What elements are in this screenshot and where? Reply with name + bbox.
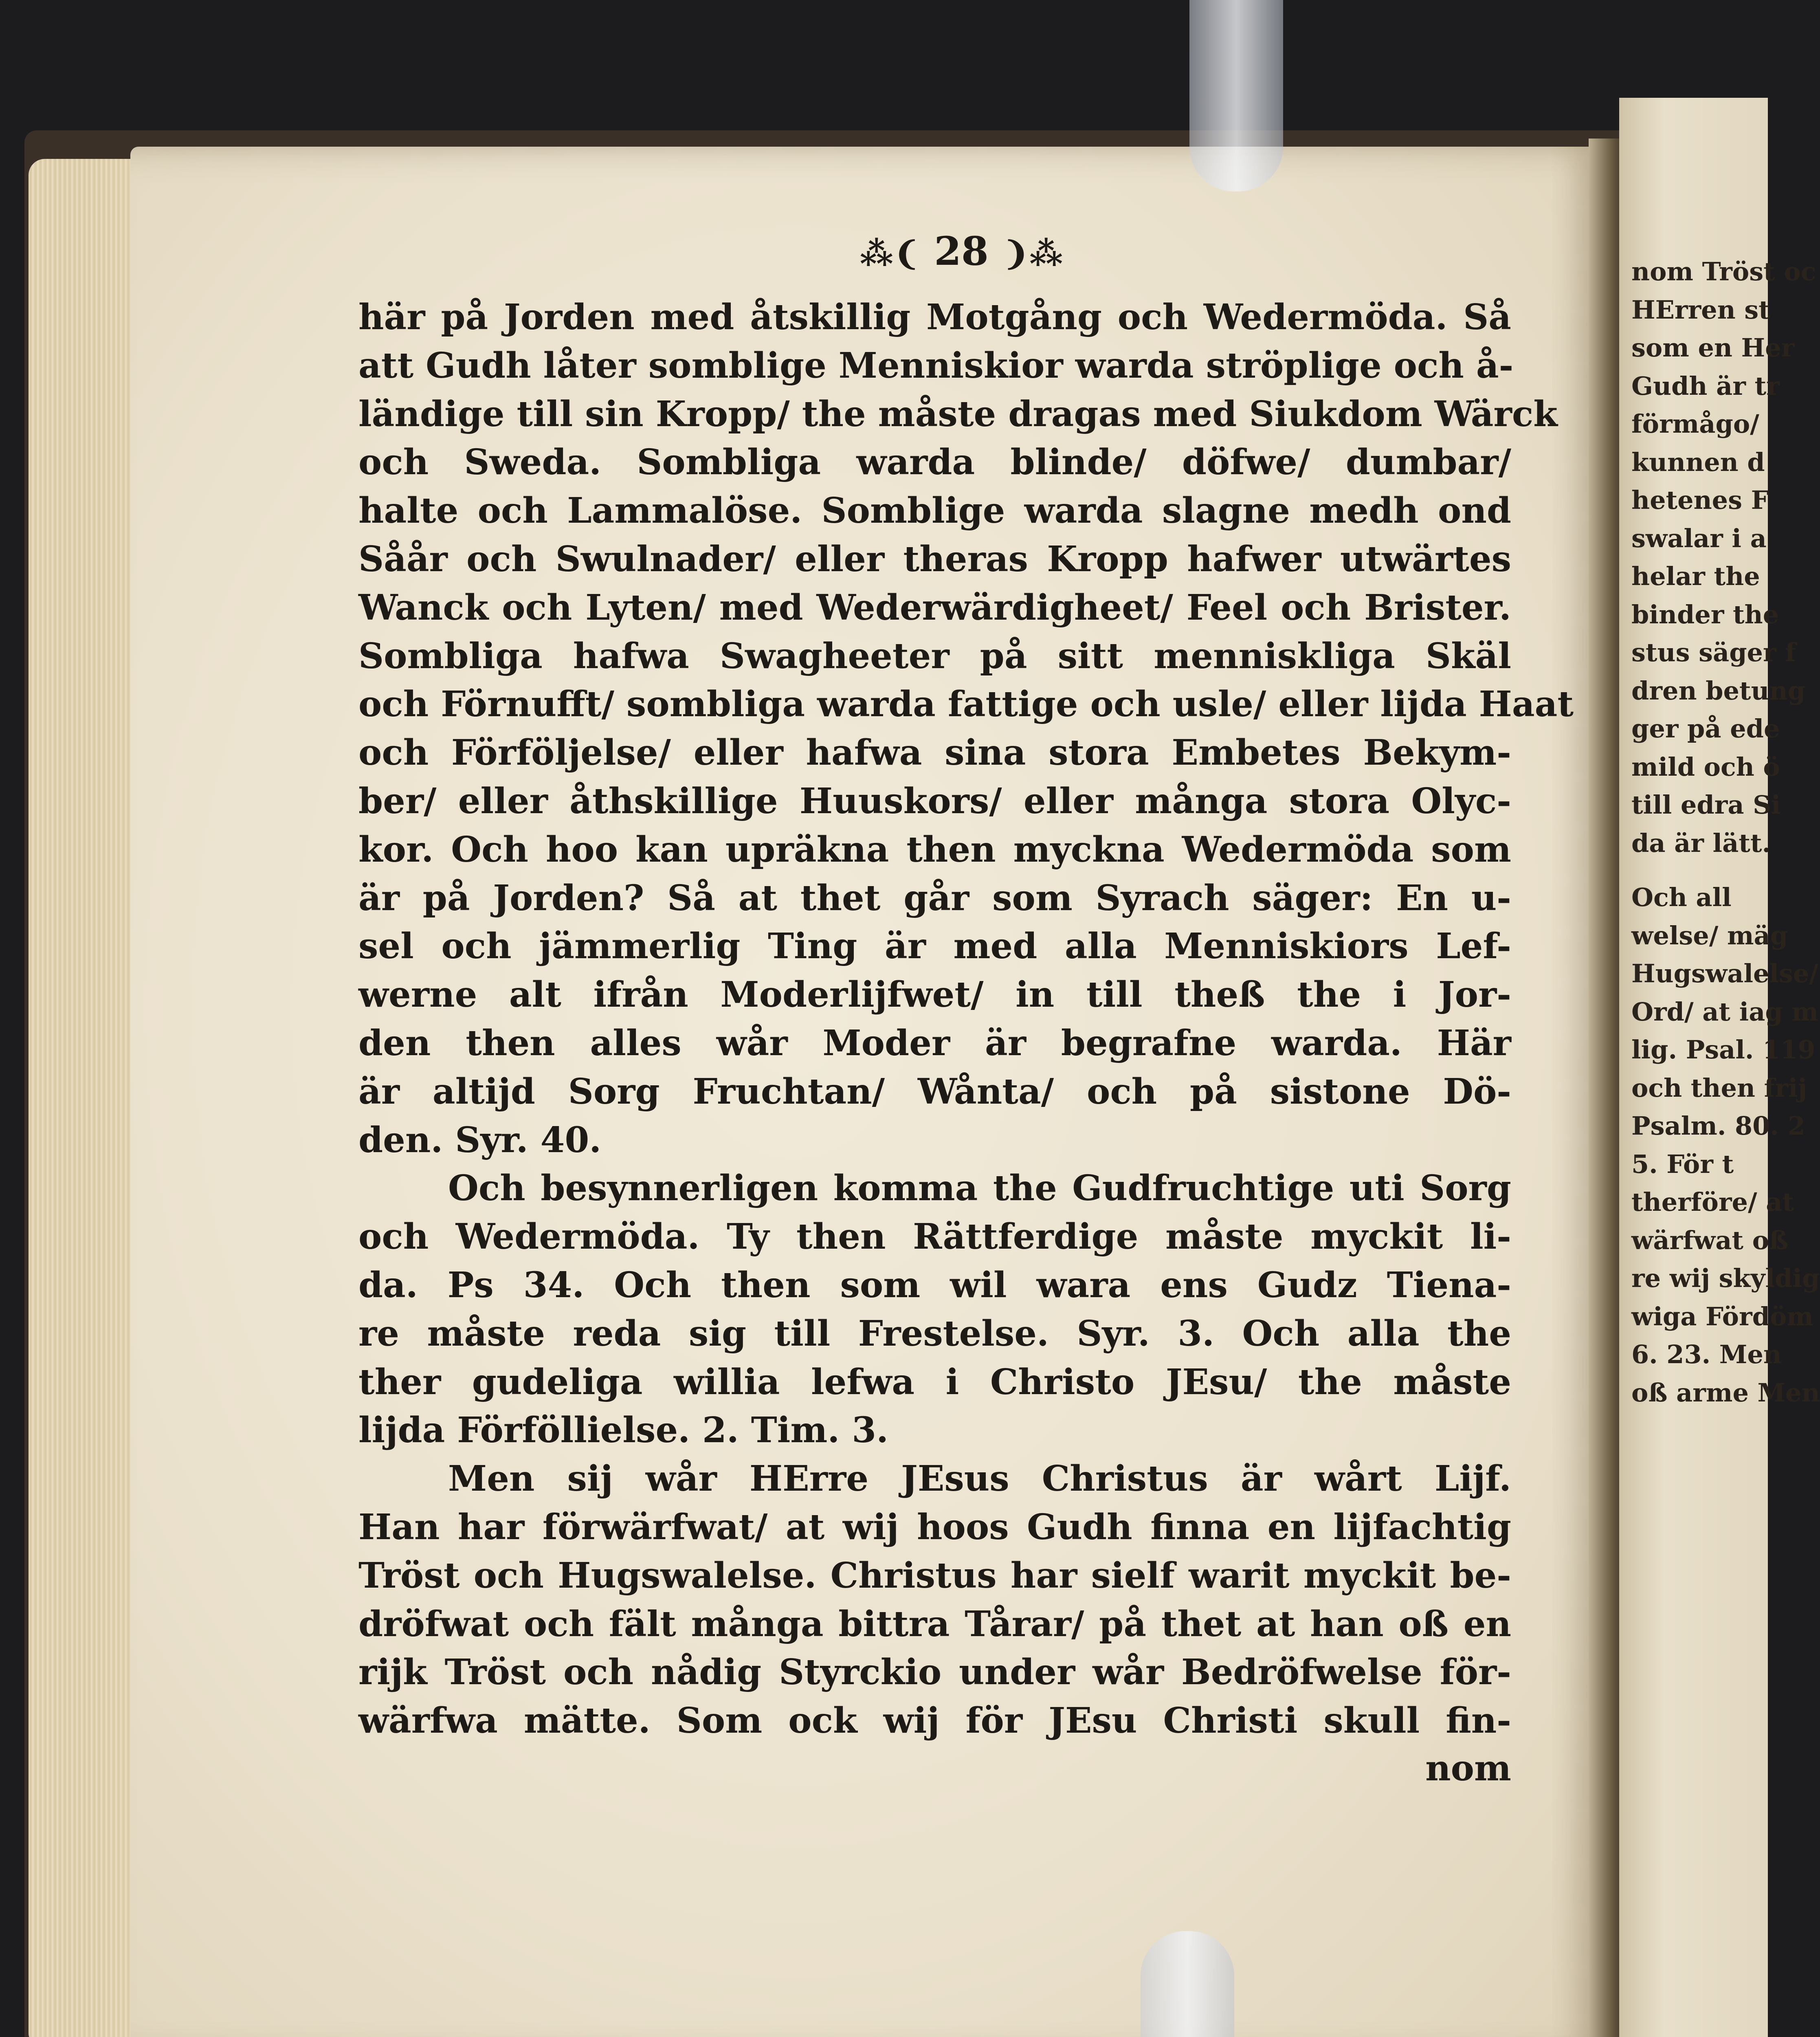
text-line: Han har förwärfwat/ at wij hoos Gudh finna en lijfachtig: [358, 1506, 1511, 1548]
main-text-block: [358, 293, 1574, 1745]
text-line: Såår och Swulnader/ eller theras Kropp hafwer utwärtes: [358, 538, 1511, 580]
right-page-line: ger på ede: [1631, 714, 1780, 744]
text-line: den then alles wår Moder är begrafne warda. Här: [358, 1022, 1511, 1064]
right-page-line: binder the: [1631, 599, 1779, 629]
text-line: och Wedermöda. Ty then Rättferdige måste myckit li-: [358, 1216, 1511, 1258]
right-page-line: hetenes F: [1631, 485, 1769, 515]
right-page-line: nom Tröst oc: [1631, 257, 1816, 286]
text-line: och Förföljelse/ eller hafwa sina stora Embetes Bekym-: [358, 732, 1511, 774]
catchword: nom: [1425, 1748, 1511, 1789]
right-page-line: HErren st: [1631, 295, 1770, 325]
right-page-text: [1631, 253, 1820, 1412]
text-line: werne alt ifrån Moderlijfwet/ in till theß the i Jor-: [358, 974, 1511, 1016]
text-line: lijda Förföllielse. 2. Tim. 3.: [358, 1410, 889, 1451]
text-line: att Gudh låter somblige Menniskior warda ströplige och å-: [358, 345, 1514, 386]
right-page-line: wärfwat oß: [1631, 1225, 1789, 1255]
right-page-line: 6. 23. Men: [1631, 1340, 1782, 1369]
text-line: ländige till sin Kropp/ the måste dragas med Siukdom Wärck: [358, 393, 1558, 435]
right-page-line: re wij skyldig: [1631, 1263, 1820, 1293]
text-line: är altijd Sorg Fruchtan/ Wånta/ och på sistone Dö-: [358, 1071, 1511, 1112]
right-page-line: wiga Fördöm: [1631, 1301, 1813, 1331]
text-line: kor. Och hoo kan upräkna then myckna Wedermöda som: [358, 829, 1511, 870]
right-page-line: 5. För t: [1631, 1149, 1734, 1179]
text-line: och Sweda. Sombliga warda blinde/ döfwe/ dumbar/: [358, 442, 1511, 483]
page-clip-top: [1189, 0, 1283, 191]
right-page-line: therföre/ at: [1631, 1187, 1794, 1217]
right-page-line: Hugswalelse/: [1631, 959, 1819, 988]
right-page-line: dren betung: [1631, 675, 1806, 706]
text-line: här på Jorden med åtskillig Motgång och Wedermöda. Så: [358, 297, 1511, 338]
text-line: och Förnufft/ sombliga warda fattige och usle/ eller lijda Haat: [358, 684, 1574, 725]
right-page-line: mild och ö: [1631, 752, 1780, 782]
text-line: Och besynnerligen komma the Gudfruchtige uti Sorg: [448, 1168, 1511, 1209]
text-line: rijk Tröst och nådig Styrckio under wår Bedröfwelse för-: [358, 1652, 1511, 1693]
right-page-line: förmågo/: [1631, 409, 1759, 439]
text-line: halte och Lammalöse. Somblige warda slagne medh ond: [358, 490, 1511, 532]
text-line: Wanck och Lyten/ med Wederwärdigheet/ Feel och Brister.: [358, 587, 1511, 628]
text-line: den. Syr. 40.: [358, 1119, 602, 1161]
right-page-line: Gudh är tr: [1631, 371, 1780, 401]
running-head: [798, 228, 1124, 281]
text-line: dröfwat och fält många bittra Tårar/ på thet at han oß en: [358, 1603, 1511, 1645]
right-page-line: Och all: [1631, 882, 1732, 912]
text-line: Tröst och Hugswalelse. Christus har sielf warit myckit be-: [358, 1555, 1511, 1596]
right-page-line: som en Her: [1631, 333, 1795, 363]
right-ornament: ❩⁂: [1002, 234, 1063, 273]
text-line: re måste reda sig till Frestelse. Syr. 3. Och alla the: [358, 1313, 1511, 1354]
right-page-line: stus säger f: [1631, 638, 1796, 667]
right-page-line: Psalm. 80. 2: [1631, 1111, 1805, 1141]
text-line: Men sij wår HErre JEsus Christus är wårt Lijf.: [448, 1458, 1511, 1500]
right-page-line: swalar i a: [1631, 523, 1767, 553]
text-line: Sombliga hafwa Swagheeter på sitt menniskliga Skäl: [358, 635, 1511, 677]
text-line: wärfwa mätte. Som ock wij för JEsu Christi skull fin-: [358, 1700, 1511, 1742]
left-ornament: ⁂❨: [859, 234, 921, 273]
text-line: sel och jämmerlig Ting är med alla Menniskiors Lef-: [358, 926, 1511, 967]
right-page-line: lig. Psal. 119: [1631, 1035, 1816, 1065]
right-page-line: da är lätt.: [1631, 828, 1771, 858]
text-line: da. Ps 34. Och then som wil wara ens Gudz Tiena-: [358, 1264, 1511, 1306]
right-page-line: oß arme Men: [1631, 1377, 1820, 1408]
right-page-line: och then frij: [1631, 1073, 1807, 1103]
text-line: ther gudeliga willia lefwa i Christo JEsu/ the måste: [358, 1361, 1511, 1403]
text-line: är på Jorden? Så at thet går som Syrach säger: En u-: [358, 877, 1511, 919]
right-page-line: kunnen d: [1631, 447, 1765, 477]
page-clip-bottom: [1141, 1931, 1234, 2037]
right-page-line: helar the: [1631, 561, 1760, 591]
page-number: 28: [934, 228, 989, 274]
right-page-line: Ord/ at iag m: [1631, 997, 1818, 1027]
right-page-line: welse/ mäg: [1631, 920, 1788, 950]
text-line: ber/ eller åthskillige Huuskors/ eller många stora Olyc-: [358, 780, 1511, 822]
right-page-line: till edra Si: [1631, 790, 1781, 820]
